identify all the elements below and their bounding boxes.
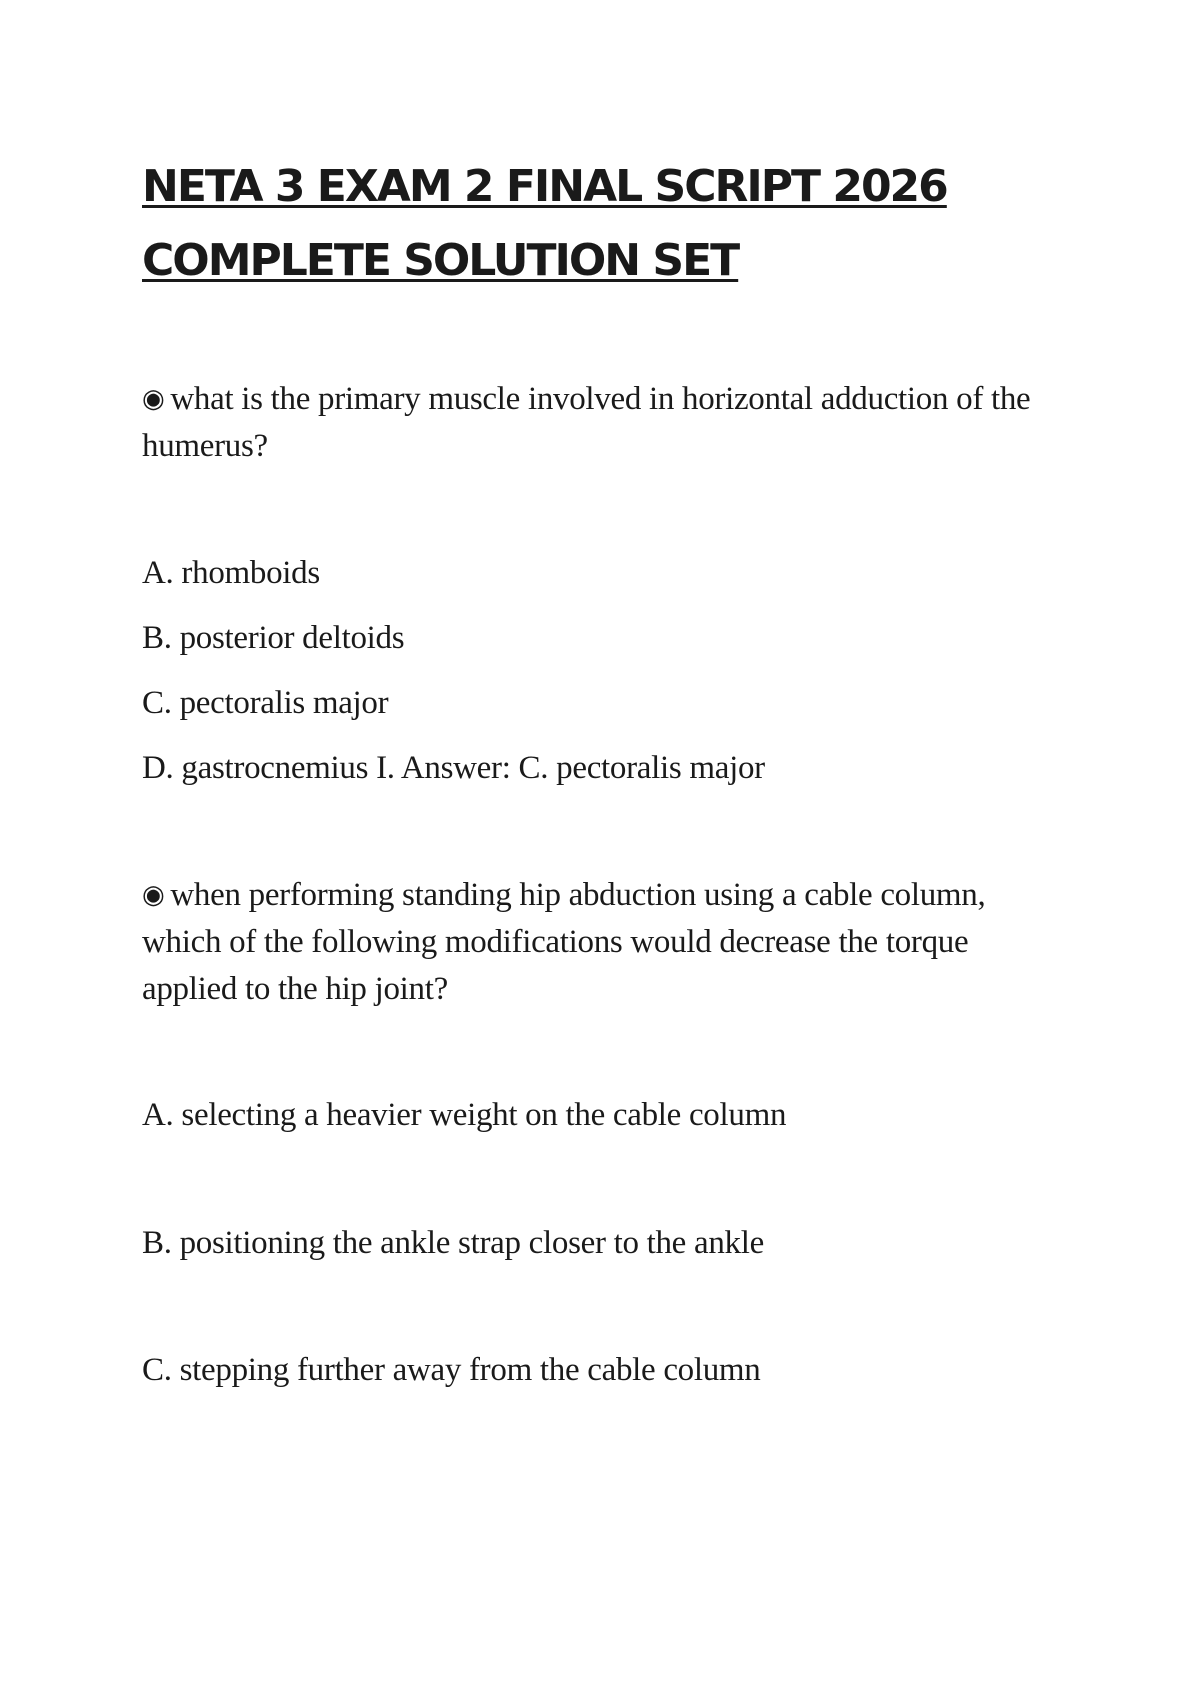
question-1-option-c: C. pectoralis major <box>142 685 389 721</box>
document-title <box>142 150 1062 298</box>
question-2-option-a: A. selecting a heavier weight on the cable column <box>142 1097 787 1133</box>
title-line-2: COMPLETE SOLUTION SET <box>142 235 739 286</box>
question-2-option-c: C. stepping further away from the cable column <box>142 1352 761 1388</box>
document-page <box>142 150 1062 1388</box>
question-1-option-d-answer: D. gastrocnemius I. Answer: C. pectoralis major <box>142 750 765 786</box>
question-2-text: when performing standing hip abduction using a cable column, which of the following modifications would decrease the torque applied to the hip joint? <box>142 877 986 1007</box>
question-2 <box>142 872 1062 1013</box>
bullet-icon: ◉ <box>142 880 165 910</box>
question-1 <box>142 376 1062 470</box>
question-1-text: what is the primary muscle involved in horizontal adduction of the humerus? <box>142 381 1031 464</box>
question-2-option-b: B. positioning the ankle strap closer to the ankle <box>142 1225 764 1261</box>
question-1-option-a: A. rhomboids <box>142 555 320 591</box>
question-1-option-b: B. posterior deltoids <box>142 620 405 656</box>
bullet-icon: ◉ <box>142 384 165 414</box>
title-line-1: NETA 3 EXAM 2 FINAL SCRIPT 2026 <box>142 161 947 212</box>
question-1-options <box>142 550 765 810</box>
